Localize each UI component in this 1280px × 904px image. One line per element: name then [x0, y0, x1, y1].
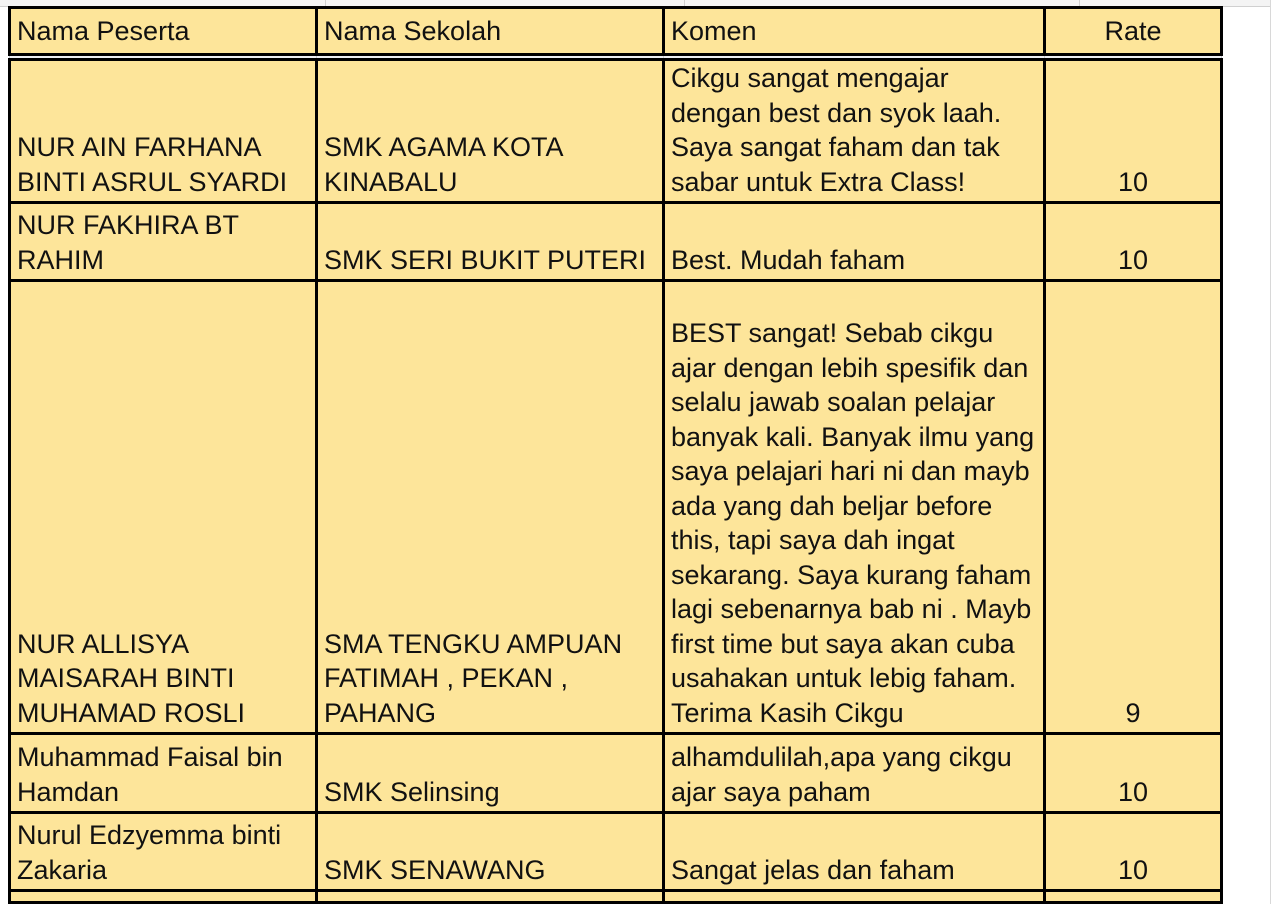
cell-school[interactable]: SMK SENAWANG: [317, 813, 664, 891]
cell-comment[interactable]: Sangat jelas dan faham: [664, 813, 1045, 891]
cell-school[interactable]: SMK SERI BUKIT PUTERI: [317, 203, 664, 281]
cell-rate[interactable]: 10: [1045, 734, 1222, 813]
cell-comment[interactable]: BEST sangat! Sebab cikgu ajar dengan lebih spesifik dan selalu jawab soalan pelajar banyak kali. Banyak ilmu yang saya pelajari hari ni dan mayb ada yang dah beljar before this, tapi saya dah ingat sekarang. Saya kurang faham lagi sebenarnya bab ni . Mayb first time but saya akan cuba usahakan untuk lebig faham. Terima Kasih Cikgu: [664, 281, 1045, 734]
feedback-table: [8, 6, 1223, 904]
grid-right-gutter: [1270, 0, 1280, 904]
cell-name[interactable]: Muhammad Faisal bin Hamdan: [10, 734, 317, 813]
table-row-partial: [10, 891, 1222, 903]
table-row: [10, 734, 1222, 813]
cell-rate[interactable]: 9: [1045, 281, 1222, 734]
cell-empty[interactable]: [10, 891, 317, 903]
cell-school[interactable]: SMK AGAMA KOTA KINABALU: [317, 60, 664, 203]
cell-rate[interactable]: 10: [1045, 203, 1222, 281]
cell-empty[interactable]: [317, 891, 664, 903]
table-row: [10, 203, 1222, 281]
cell-name[interactable]: NUR ALLISYA MAISARAH BINTI MUHAMAD ROSLI: [10, 281, 317, 734]
cell-name[interactable]: NUR FAKHIRA BT RAHIM: [10, 203, 317, 281]
table-row: [10, 813, 1222, 891]
cell-name[interactable]: Nurul Edzyemma binti Zakaria: [10, 813, 317, 891]
cell-empty[interactable]: [1045, 891, 1222, 903]
header-cell-rate[interactable]: Rate: [1045, 8, 1222, 55]
header-cell-school[interactable]: Nama Sekolah: [317, 8, 664, 55]
cell-rate[interactable]: 10: [1045, 813, 1222, 891]
cell-empty[interactable]: [664, 891, 1045, 903]
header-cell-name[interactable]: Nama Peserta: [10, 8, 317, 55]
header-row: [10, 8, 1222, 55]
cell-rate[interactable]: 10: [1045, 60, 1222, 203]
table-row: [10, 60, 1222, 203]
header-cell-comment[interactable]: Komen: [664, 8, 1045, 55]
cell-name[interactable]: NUR AIN FARHANA BINTI ASRUL SYARDI: [10, 60, 317, 203]
cell-school[interactable]: SMK Selinsing: [317, 734, 664, 813]
table-row: [10, 281, 1222, 734]
cell-comment[interactable]: Best. Mudah faham: [664, 203, 1045, 281]
cell-comment[interactable]: Cikgu sangat mengajar dengan best dan syok laah. Saya sangat faham dan tak sabar untuk Extra Class!: [664, 60, 1045, 203]
cell-school[interactable]: SMA TENGKU AMPUAN FATIMAH , PEKAN , PAHANG: [317, 281, 664, 734]
cell-comment[interactable]: alhamdulilah,apa yang cikgu ajar saya paham: [664, 734, 1045, 813]
